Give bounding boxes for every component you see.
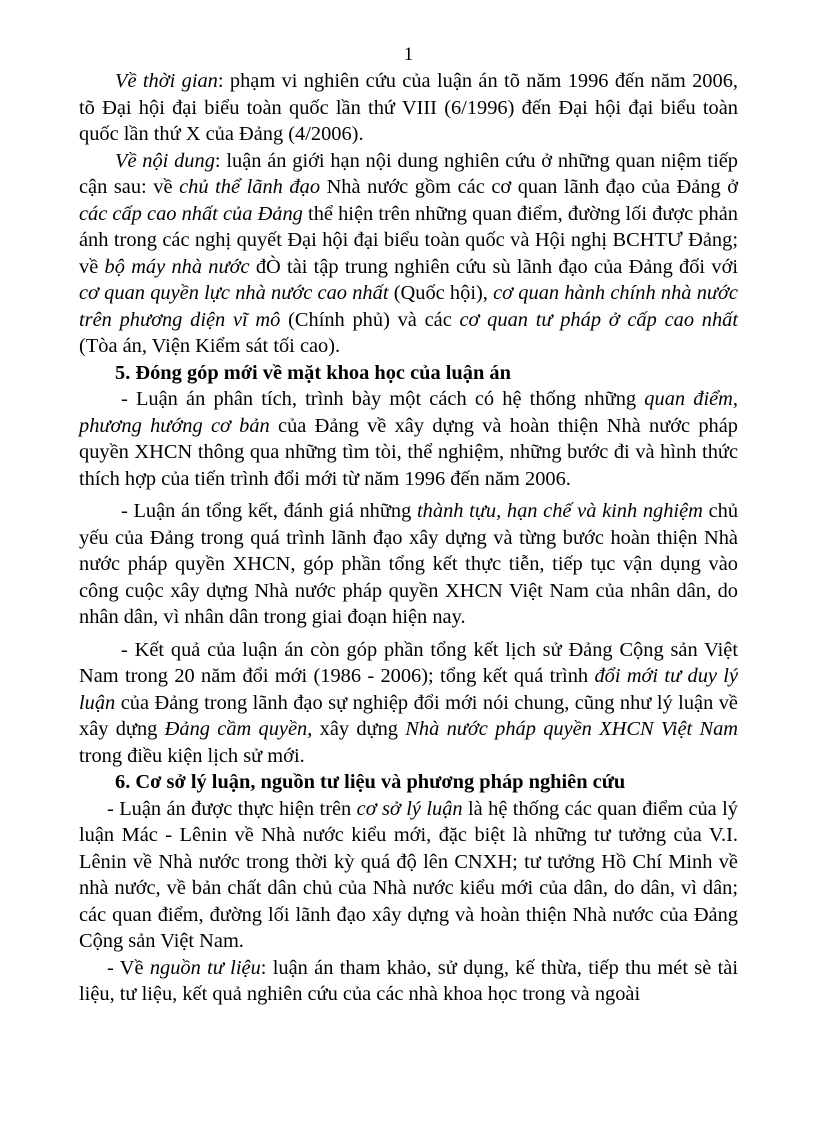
section-heading-5: 5. Đóng góp mới về mặt khoa học của luận án — [115, 361, 511, 384]
paragraph-contribution-3: - Kết quả của luận án còn góp phần tổng kết lịch sử Đảng Cộng sản Việt Nam trong 20 năm đổi mới (1986 - 2006); tổng kết quá trình đổi mới tư duy lý luận của Đảng trong lãnh đạo sự nghiệp đổi mới nói chung, cũng như lý luận về xây dựng Đảng cầm quyền, xây dựng Nhà nước pháp quyền XHCN Việt Nam trong điều kiện lịch sử mới. — [79, 638, 738, 767]
page-number: 1 — [403, 44, 414, 65]
paragraph-sources: - Về nguồn tư liệu: luận án tham khảo, sử dụng, kế thừa, tiếp thu mét sè tài liệu, tư liệu, kết quả nghiên cứu của các nhà khoa học trong và ngoài — [79, 956, 738, 1005]
paragraph-theoretical-basis: - Luận án được thực hiện trên cơ sở lý luận là hệ thống các quan điểm của lý luận Mác - Lênin về Nhà nước kiểu mới, đặc biệt là những tư tưởng của V.I. Lênin về Nhà nước trong thời kỳ quá độ lên CNXH; tư tưởng Hồ Chí Minh về nhà nước, về bản chất dân chủ của Nhà nước kiểu mới của dân, do dân, vì dân; các quan điểm, đường lối lãnh đạo xây dựng và hoàn thiện Nhà nước của Đảng Cộng sản Việt Nam. — [79, 797, 739, 952]
lead-time: Về thời gian — [115, 70, 218, 92]
lead-content: Về nội dung — [115, 149, 215, 172]
paragraph-content-scope: Về nội dung: luận án giới hạn nội dung nghiên cứu ở những quan niệm tiếp cận sau: về chủ thể lãnh đạo Nhà nước gồm các cơ quan lãnh đạo của Đảng ở các cấp cao nhất của Đảng thể hiện trên những quan điểm, đường lối được phản ánh trong các nghị quyết Đại hội đại biểu toàn quốc và Hội nghị BCHTƯ Đảng; về bộ máy nhà nước đÒ tài tập trung nghiên cứu sù lãnh đạo của Đảng đối với cơ quan quyền lực nhà nước cao nhất (Quốc hội), cơ quan hành chính nhà nước trên phương diện vĩ mô (Chính phủ) và các cơ quan tư pháp ở cấp cao nhất (Tòa án, Viện Kiểm sát tối cao). — [79, 149, 739, 357]
paragraph-contribution-2: - Luận án tổng kết, đánh giá những thành tựu, hạn chế và kinh nghiệm chủ yếu của Đảng trong quá trình lãnh đạo xây dựng và từng bước hoàn thiện Nhà nước pháp quyền XHCN, góp phần tổng kết thực tiễn, tiếp tục vận dụng vào công cuộc xây dựng Nhà nước pháp quyền XHCN Việt Nam của nhân dân, do nhân dân, vì nhân dân trong giai đoạn hiện nay. — [79, 500, 739, 628]
paragraph-contribution-1: - Luận án phân tích, trình bày một cách có hệ thống những quan điểm, phương hướng cơ bản của Đảng về xây dựng và hoàn thiện Nhà nước pháp quyền XHCN thông qua những tìm tòi, thể nghiệm, những bước đi và hình thức thích hợp của tiến trình đổi mới từ năm 1996 đến năm 2006. — [79, 388, 739, 490]
section-heading-6: 6. Cơ sở lý luận, nguồn tư liệu và phương pháp nghiên cứu — [115, 771, 626, 793]
paragraph-time-scope: Về thời gian: phạm vi nghiên cứu của luận án tõ năm 1996 đến năm 2006, tõ Đại hội đại biểu toàn quốc lần thứ VIII (6/1996) đến Đại hội đại biểu toàn quốc lần thứ X của Đảng (4/2006). — [79, 70, 738, 145]
